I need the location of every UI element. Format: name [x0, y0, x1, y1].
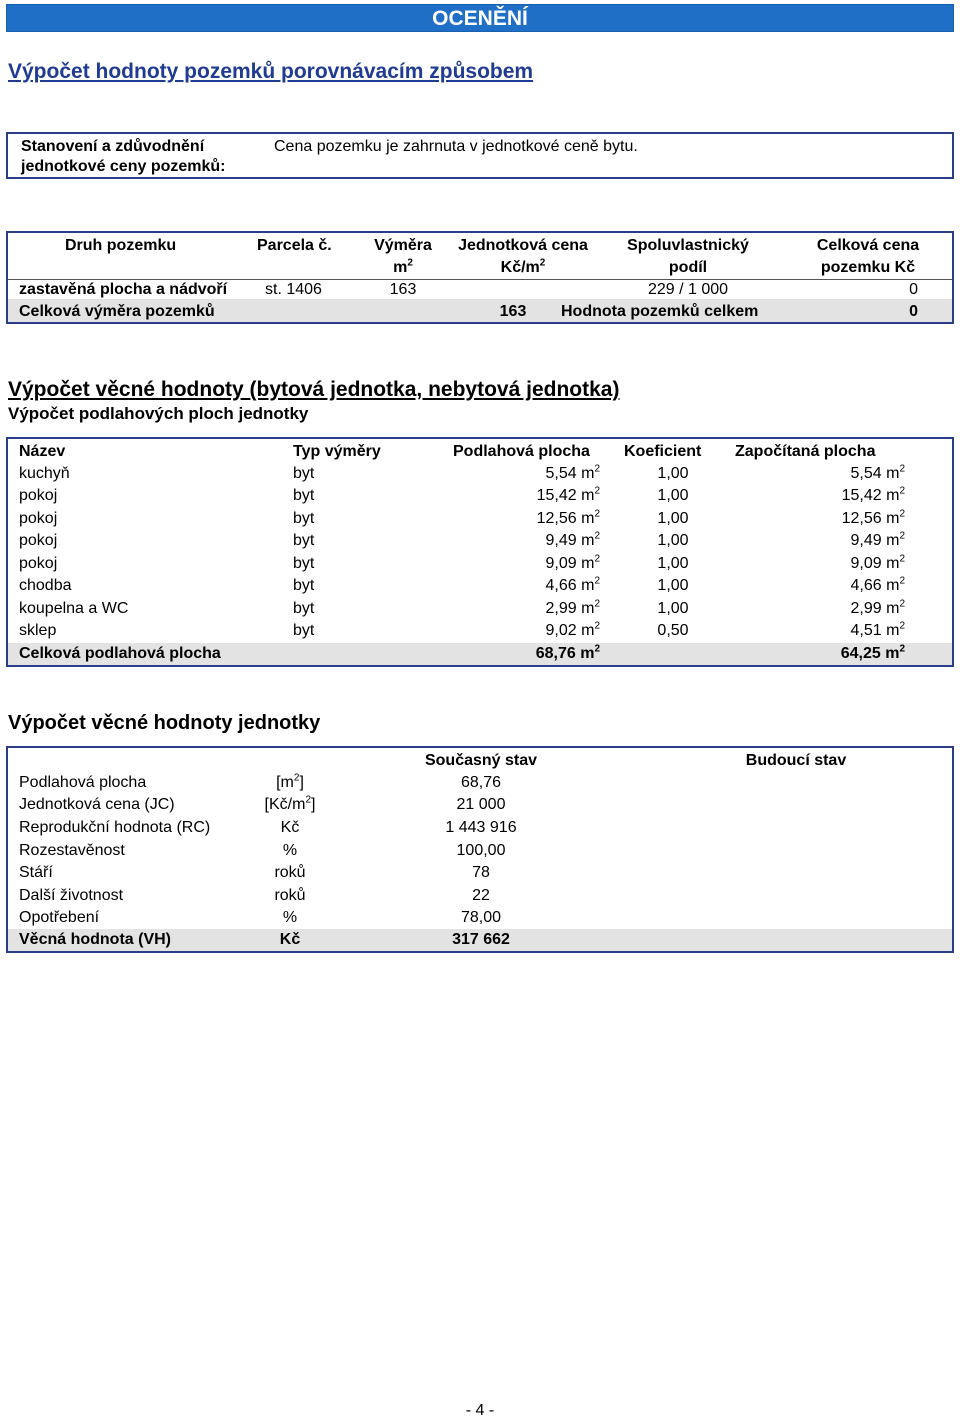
- floor-row-koef: 1,00: [657, 465, 689, 482]
- land-header-vymera-unit: $m^2$: [393, 257, 413, 276]
- floor-row-plocha: 12,56 $m^2$: [536, 508, 600, 527]
- land-total-vymera: 163: [499, 303, 527, 320]
- land-note-box: [6, 132, 954, 179]
- floor-row-zap: 9,49 $m^2$: [850, 530, 905, 549]
- unit-row-label: Reprodukční hodnota (RC): [19, 819, 211, 836]
- land-row-cena: 0: [909, 281, 918, 298]
- floor-header-koef: Koeficient: [624, 443, 702, 460]
- floor-section-title: Výpočet podlahových ploch jednotky: [8, 404, 309, 423]
- land-header-divider: [8, 279, 952, 280]
- unit-row-value: 78,00: [460, 909, 502, 926]
- land-total-hodnota: 0: [909, 303, 918, 320]
- floor-row-plocha: 5,54 $m^2$: [545, 463, 600, 482]
- land-row-vymera: 163: [389, 281, 417, 298]
- floor-row-typ: byt: [293, 555, 315, 572]
- floor-row-koef: 1,00: [657, 532, 689, 549]
- floor-row-typ: byt: [293, 622, 315, 639]
- floor-row-zap: 4,66 $m^2$: [850, 575, 905, 594]
- floor-row-koef: 1,00: [657, 577, 689, 594]
- floor-total-plocha: 68,76 $m^2$: [535, 643, 600, 662]
- floor-row-plocha: 9,09 $m^2$: [545, 553, 600, 572]
- floor-row-plocha: 9,49 $m^2$: [545, 530, 600, 549]
- unit-header-current: Současný stav: [424, 752, 538, 769]
- unit-row-label: Stáří: [19, 864, 53, 881]
- unit-row-value: 100,00: [456, 842, 506, 859]
- floor-header-zap: Započítaná plocha: [735, 443, 876, 460]
- unit-row-label: Rozestavěnost: [19, 842, 125, 859]
- land-note-label-2: jednotkové ceny pozemků:: [21, 158, 226, 175]
- floor-row-name: pokoj: [19, 532, 58, 549]
- unit-section-title: Výpočet věcné hodnoty jednotky: [8, 712, 321, 734]
- unit-total-label: Věcná hodnota (VH): [19, 931, 172, 948]
- unit-header-future: Budoucí stav: [745, 752, 847, 769]
- floor-row-name: pokoj: [19, 555, 58, 572]
- floor-total-label: Celková podlahová plocha: [19, 645, 221, 662]
- floor-row-koef: 1,00: [657, 555, 689, 572]
- unit-row-value: 68,76: [460, 774, 502, 791]
- floor-row-typ: byt: [293, 532, 315, 549]
- floor-row-name: pokoj: [19, 487, 58, 504]
- unit-row-unit: roků: [274, 887, 306, 904]
- land-header-podil: Spoluvlastnický: [627, 237, 749, 254]
- floor-row-zap: 4,51 $m^2$: [850, 620, 905, 639]
- unit-row-value: 1 443 916: [445, 819, 517, 836]
- land-header-jc-unit: $Kč/m^2$: [500, 257, 546, 276]
- floor-row-name: sklep: [19, 622, 57, 639]
- floor-row-typ: byt: [293, 600, 315, 617]
- floor-row-plocha: 15,42 $m^2$: [536, 485, 600, 504]
- unit-row-label: Podlahová plocha: [19, 774, 147, 791]
- unit-row-unit: $[m^2]$: [276, 772, 304, 791]
- land-table: [6, 231, 954, 324]
- unit-row-unit: $[Kč/m^2]$: [264, 794, 316, 813]
- unit-row-unit: Kč: [280, 819, 300, 836]
- floor-table: [6, 437, 954, 667]
- floor-row-name: koupelna a WC: [19, 600, 129, 617]
- land-header-celk: Celková cena: [816, 237, 920, 254]
- unit-row-value: 78: [472, 864, 490, 881]
- unit-row-value: 22: [472, 887, 490, 904]
- floor-row-koef: 1,00: [657, 487, 689, 504]
- floor-row-typ: byt: [293, 465, 315, 482]
- land-row-druh: zastavěná plocha a nádvoří: [19, 281, 228, 298]
- floor-header-typ: Typ výměry: [293, 443, 381, 460]
- floor-row-plocha: 9,02 $m^2$: [545, 620, 600, 639]
- land-note-text: Cena pozemku je zahrnuta v jednotkové ceně bytu.: [274, 138, 638, 155]
- land-header-celk-2: pozemku Kč: [820, 259, 916, 276]
- floor-row-typ: byt: [293, 510, 315, 527]
- floor-row-zap: 12,56 $m^2$: [841, 508, 905, 527]
- land-row-podil: 229 / 1 000: [647, 281, 729, 298]
- land-header-jc: Jednotková cena: [458, 237, 588, 254]
- unit-row-unit: roků: [274, 864, 306, 881]
- unit-row-label: Jednotková cena (JC): [19, 796, 175, 813]
- page-banner: OCENĚNÍ: [6, 4, 954, 32]
- land-header-parcela: Parcela č.: [257, 237, 332, 254]
- land-header-druh: Druh pozemku: [65, 237, 177, 254]
- unit-row-unit: %: [282, 909, 298, 926]
- floor-header-plocha: Podlahová plocha: [453, 443, 590, 460]
- floor-row-koef: 1,00: [657, 510, 689, 527]
- vh-section-title: Výpočet věcné hodnoty (bytová jednotka, nebytová jednotka): [8, 378, 620, 401]
- unit-total-unit: Kč: [279, 931, 301, 948]
- floor-row-koef: 1,00: [657, 600, 689, 617]
- floor-row-zap: 2,99 $m^2$: [850, 598, 905, 617]
- unit-row-label: Opotřebení: [19, 909, 100, 926]
- land-section-title: Výpočet hodnoty pozemků porovnávacím způsobem: [8, 60, 534, 83]
- land-row-parcela: st. 1406: [265, 281, 322, 298]
- floor-row-zap: 15,42 $m^2$: [841, 485, 905, 504]
- land-header-vymera: Výměra: [374, 237, 432, 254]
- floor-row-name: pokoj: [19, 510, 58, 527]
- floor-row-koef: 0,50: [657, 622, 689, 639]
- unit-row-value: 21 000: [456, 796, 506, 813]
- floor-row-zap: 5,54 $m^2$: [850, 463, 905, 482]
- unit-total-value: 317 662: [452, 931, 510, 948]
- floor-row-zap: 9,09 $m^2$: [850, 553, 905, 572]
- floor-total-zap: 64,25 $m^2$: [840, 643, 905, 662]
- floor-row-name: kuchyň: [19, 465, 70, 482]
- page-number: - 4 -: [465, 1402, 495, 1419]
- land-note-label-1: Stanovení a zdůvodnění: [21, 138, 205, 155]
- land-total-hodnota-label: Hodnota pozemků celkem: [561, 303, 759, 320]
- floor-row-typ: byt: [293, 577, 315, 594]
- unit-row-label: Další životnost: [19, 887, 124, 904]
- land-header-podil-2: podíl: [668, 259, 708, 276]
- floor-row-typ: byt: [293, 487, 315, 504]
- unit-table: [6, 746, 954, 953]
- floor-header-nazev: Název: [19, 443, 66, 460]
- floor-row-name: chodba: [19, 577, 72, 594]
- floor-row-plocha: 4,66 $m^2$: [545, 575, 600, 594]
- floor-row-plocha: 2,99 $m^2$: [545, 598, 600, 617]
- land-total-label: Celková výměra pozemků: [19, 303, 215, 320]
- unit-row-unit: %: [282, 842, 298, 859]
